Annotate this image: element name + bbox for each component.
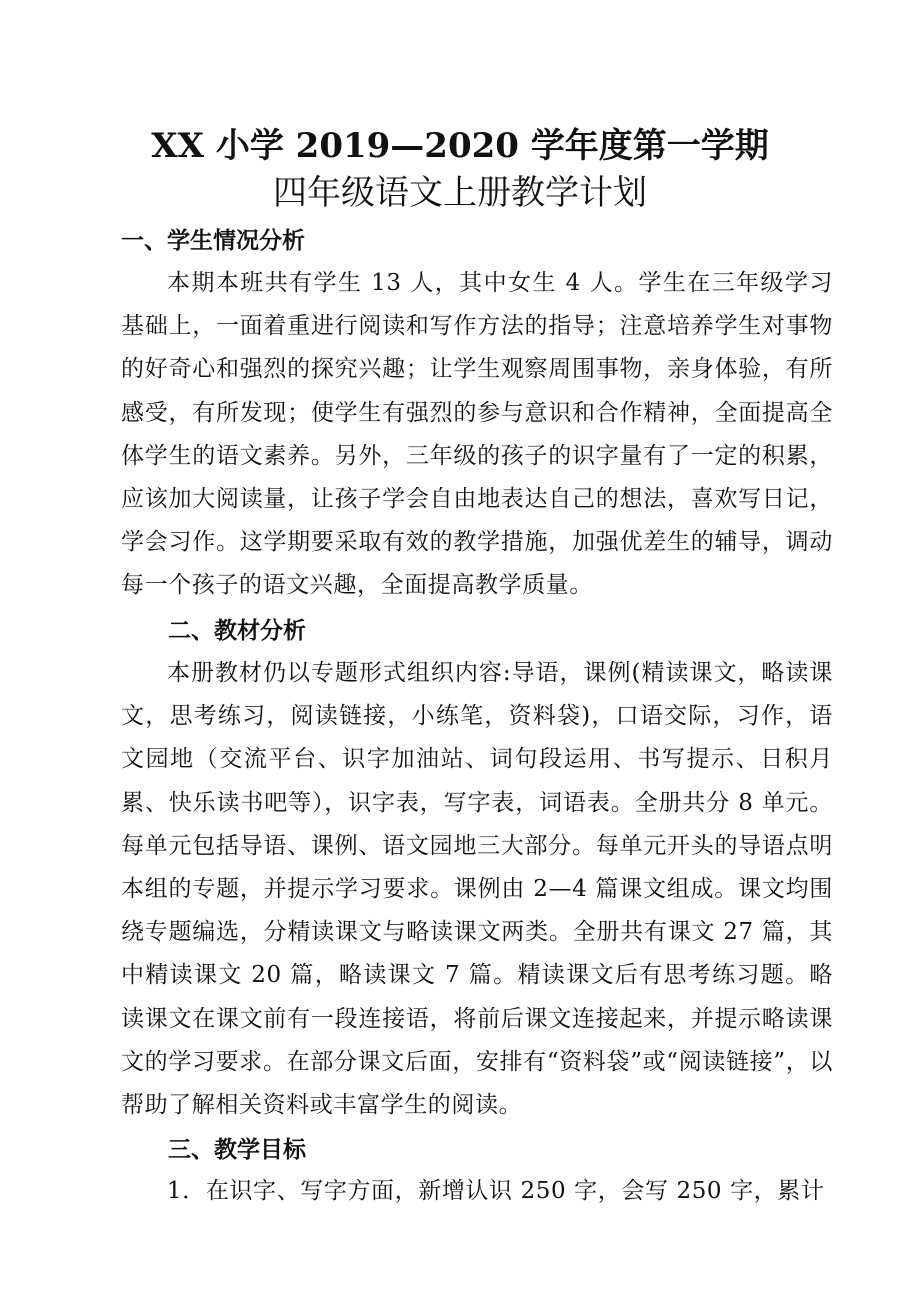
section-heading-teaching-goals: 三、教学目标 xyxy=(168,1137,306,1163)
section-heading-textbook-analysis: 二、教材分析 xyxy=(168,618,306,644)
section-paragraph-student-analysis: 本期本班共有学生 13 人，其中女生 4 人。学生在三年级学习基础上，一面着重进行阅读和写作方法的指导；注意培养学生对事物的好奇心和强烈的探究兴趣；让学生观察周围事物，亲身体验，有所感受，有所发现；使学生有强烈的参与意识和合作精神，全面提高全体学生的语文素养。另外，三年级的孩子的识字量有了一定的积累，应该加大阅读量，让孩子学会自由地表达自己的想法，喜欢写日记，学会习作。这学期要采取有效的教学措施，加强优差生的辅导，调动每一个孩子的语文兴趣，全面提高教学质量。 xyxy=(121,270,833,599)
document-title: XX 小学 2019—2020 学年度第一学期 xyxy=(151,126,769,166)
section-heading-student-analysis: 一、学生情况分析 xyxy=(121,228,305,254)
section-paragraph-teaching-goals: 1．在识字、写字方面，新增认识 250 字，会写 250 字，累计 xyxy=(167,1178,825,1204)
section-paragraph-textbook-analysis: 本册教材仍以专题形式组织内容:导语，课例(精读课文，略读课文，思考练习，阅读链接，小练笔，资料袋)，口语交际，习作，语文园地（交流平台、识字加油站、词句段运用、书写提示、日积月累、快乐读书吧等），识字表，写字表，词语表。全册共分 8 单元。每单元包括导语、课例、语文园地三大部分。每单元开头的导语点明本组的专题，并提示学习要求。课例由 2—4 篇课文组成。课文均围绕专题编选，分精读课文与略读课文两类。全册共有课文 27 篇，其中精读课文 20 篇，略读课文 7 篇。精读课文后有思考练习题。略读课文在课文前有一段连接语，将前后课文连接起来，并提示略读课文的学习要求。在部分课文后面，安排有“资料袋”或“阅读链接”，以帮助了解相关资料或丰富学生的阅读。 xyxy=(121,660,833,1119)
document-subtitle: 四年级语文上册教学计划 xyxy=(273,173,647,213)
